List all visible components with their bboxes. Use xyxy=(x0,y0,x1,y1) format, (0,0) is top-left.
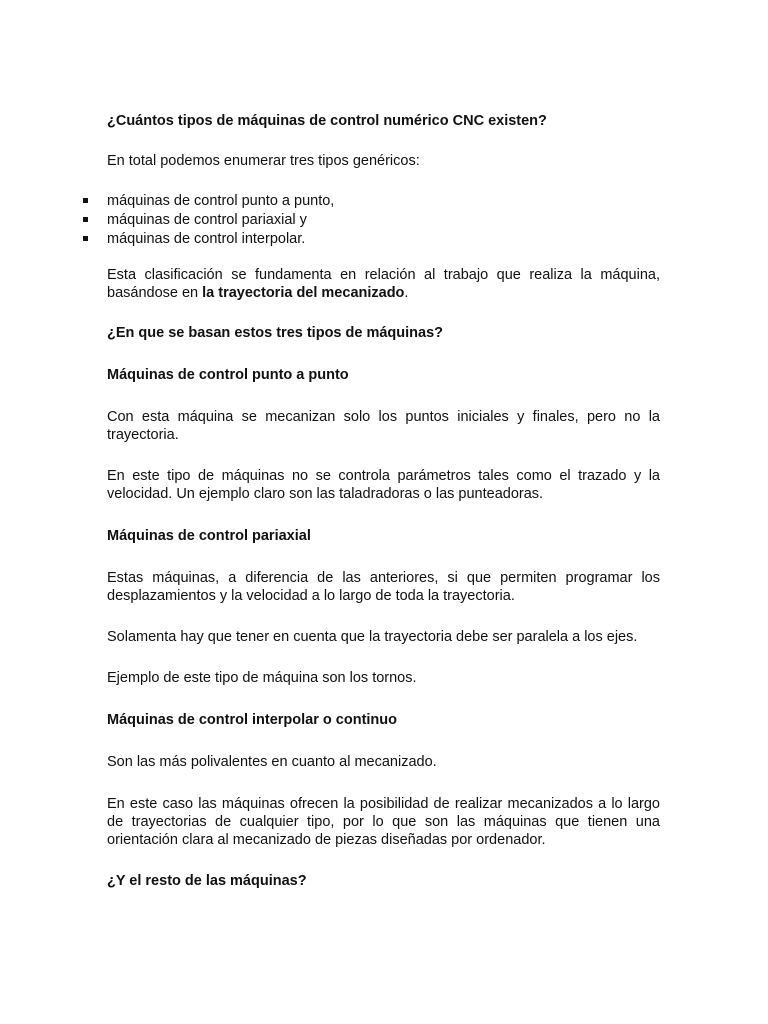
bullet-square-icon xyxy=(83,217,88,222)
paragraph: Ejemplo de este tipo de máquina son los tornos. xyxy=(107,670,417,686)
types-bullet-list xyxy=(0,192,660,249)
section-title-punto-a-punto: Máquinas de control punto a punto xyxy=(107,367,349,383)
list-item: máquinas de control pariaxial y xyxy=(0,211,660,230)
question-heading-3: ¿Y el resto de las máquinas? xyxy=(107,873,307,889)
paragraph: En este caso las máquinas ofrecen la posibilidad de realizar mecanizados a lo largo de trayectorias de cualquier tipo, por lo que son las máquinas que tienen una orientación clara al mecanizado de piezas diseñadas por ordenador. xyxy=(107,796,660,848)
paragraph: Estas máquinas, a diferencia de las anteriores, si que permiten programar los desplazamientos y la velocidad a lo largo de toda la trayectoria. xyxy=(107,570,660,604)
classification-paragraph: Esta clasificación se fundamenta en relación al trabajo que realiza la máquina, basándose en la trayectoria del mecanizado. xyxy=(107,267,660,301)
question-heading-2: ¿En que se basan estos tres tipos de máquinas? xyxy=(107,325,444,341)
list-item: máquinas de control punto a punto, xyxy=(0,192,660,211)
intro-paragraph: En total podemos enumerar tres tipos genéricos: xyxy=(107,153,420,169)
section-title-pariaxial: Máquinas de control pariaxial xyxy=(107,528,311,544)
bold-phrase: la trayectoria del mecanizado xyxy=(202,285,405,301)
paragraph: Son las más polivalentes en cuanto al mecanizado. xyxy=(107,754,437,770)
paragraph: Solamenta hay que tener en cuenta que la trayectoria debe ser paralela a los ejes. xyxy=(107,629,638,645)
list-item: máquinas de control interpolar. xyxy=(0,230,660,249)
paragraph: En este tipo de máquinas no se controla parámetros tales como el trazado y la velocidad. Un ejemplo claro son las taladradoras o las punteadoras. xyxy=(107,468,660,502)
section-title-interpolar: Máquinas de control interpolar o continuo xyxy=(107,712,398,728)
bullet-square-icon xyxy=(83,198,88,203)
bullet-square-icon xyxy=(83,236,88,241)
paragraph: Con esta máquina se mecanizan solo los puntos iniciales y finales, pero no la trayectoria. xyxy=(107,409,660,443)
question-heading-1: ¿Cuántos tipos de máquinas de control numérico CNC existen? xyxy=(107,113,547,129)
